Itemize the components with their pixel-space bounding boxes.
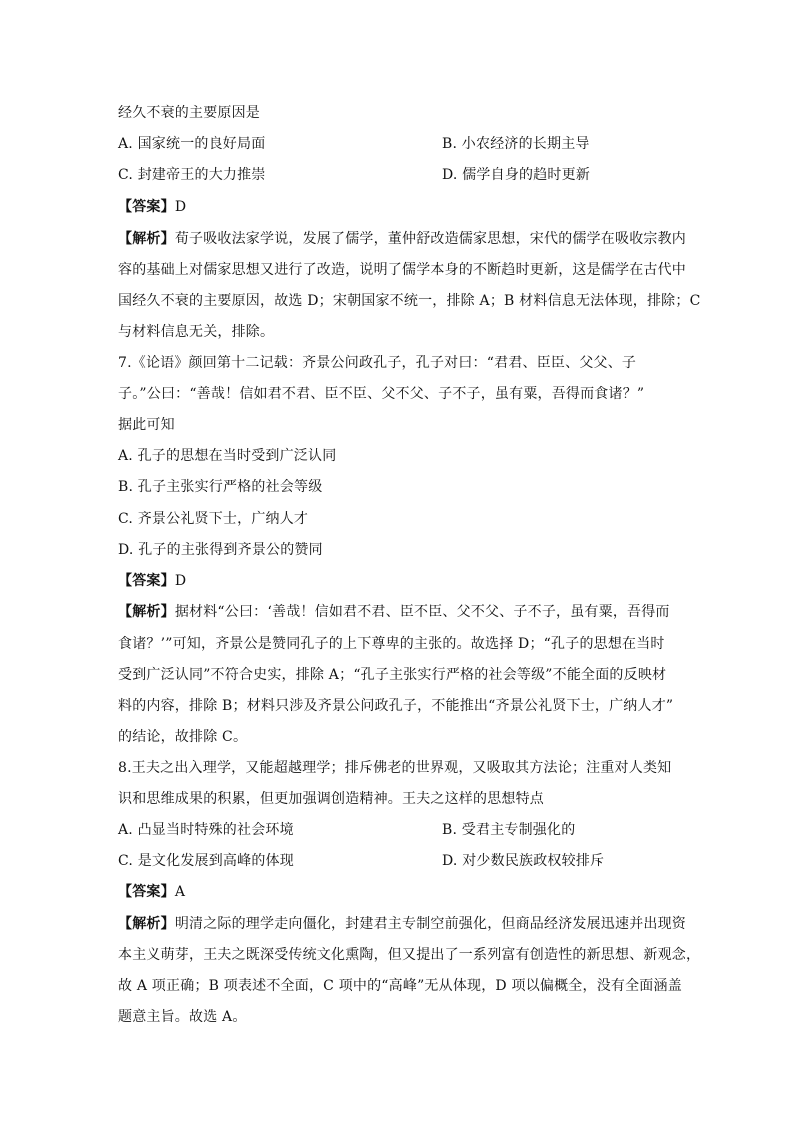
q8-analysis-line-3: 故 A 项正确；B 项表述不全面，C 项中的“高峰”无从体现，D 项以偏概全，没有全面涵盖: [118, 978, 682, 994]
q8-analysis-line-4: 题意主旨。故选 A。: [118, 1009, 247, 1025]
q6-option-a: A. 国家统一的良好局面: [118, 136, 266, 152]
q8-option-d: D. 对少数民族政权较排斥: [442, 853, 605, 869]
q8-analysis-text-1: 明清之际的理学走向僵化，封建君主专制空前强化，但商品经济发展迅速并出现资: [174, 916, 687, 932]
q6-analysis-line-4: 与材料信息无关，排除。: [118, 324, 275, 340]
q7-option-c: C. 齐景公礼贤下士，广纳人才: [118, 511, 309, 527]
q6-analysis-line-1: [118, 229, 688, 249]
q7-answer-label: 【答案】: [118, 573, 175, 589]
q6-answer: [118, 197, 688, 217]
q7-analysis-line-4: 料的内容，排除 B；材料只涉及齐景公问政孔子，不能推出“齐景公礼贤下士，广纳人才”: [118, 698, 674, 714]
q8-stem-line-1: 8.王夫之出入理学，又能超越理学；排斥佛老的世界观，又吸取其方法论；注重对人类知: [118, 760, 672, 776]
q8-analysis-line-2: 本主义萌芽，王夫之既深受传统文化熏陶，但又提出了一系列富有创造性的新思想、新观念，: [118, 947, 701, 963]
q8-answer: [118, 882, 688, 902]
q7-analysis-label: 【解析】: [118, 604, 175, 620]
q6-option-c: C. 封建帝王的大力推崇: [118, 167, 266, 183]
q7-option-b: B. 孔子主张实行严格的社会等级: [118, 479, 323, 495]
q7-analysis-text-1: 据材料“公曰：‘善哉！信如君不君、臣不臣、父不父、子不子，虽有粟，吾得而: [174, 604, 670, 620]
q7-answer-value: D: [174, 573, 187, 589]
q8-option-a: A. 凸显当时特殊的社会环境: [118, 822, 294, 838]
q8-analysis-line-1: [118, 914, 688, 934]
q6-stem-tail: 经久不衰的主要原因是: [118, 105, 260, 121]
q7-analysis-line-5: 的结论，故排除 C。: [118, 729, 248, 745]
q6-option-b: B. 小农经济的长期主导: [442, 136, 590, 152]
q8-answer-label: 【答案】: [118, 884, 175, 900]
q6-analysis-text-1: 荀子吸收法家学说，发展了儒学，董仲舒改造儒家思想，宋代的儒学在吸收宗教内: [174, 231, 687, 247]
q7-analysis-line-1: [118, 602, 688, 622]
q7-analysis-line-3: 受到广泛认同”不符合史实，排除 A；“孔子主张实行严格的社会等级”不能全面的反映材: [118, 667, 667, 683]
q6-answer-value: D: [174, 199, 187, 215]
q6-analysis-line-2: 容的基础上对儒家思想又进行了改造，说明了儒学本身的不断趋时更新，这是儒学在古代中: [118, 262, 686, 278]
q6-analysis-label: 【解析】: [118, 231, 175, 247]
q8-analysis-label: 【解析】: [118, 916, 175, 932]
q7-analysis-line-2: 食诸？’”可知，齐景公是赞同孔子的上下尊卑的主张的。故选择 D；“孔子的思想在当时: [118, 636, 665, 652]
q7-answer: [118, 571, 688, 591]
q8-stem-line-2: 识和思维成果的积累，但更加强调创造精神。王夫之这样的思想特点: [118, 791, 544, 807]
q7-stem-line-2: 子。”公曰：“善哉！信如君不君、臣不臣、父不父、子不子，虽有粟，吾得而食诸？”: [118, 386, 645, 402]
q8-option-b: B. 受君主专制强化的: [442, 822, 576, 838]
q7-option-d: D. 孔子的主张得到齐景公的赞同: [118, 542, 323, 558]
q6-option-d: D. 儒学自身的趋时更新: [442, 167, 591, 183]
q6-analysis-line-3: 国经久不衰的主要原因，故选 D；宋朝国家不统一，排除 A；B 材料信息无法体现，排除；C: [118, 293, 701, 309]
q7-stem-line-3: 据此可知: [118, 417, 175, 433]
q6-answer-label: 【答案】: [118, 199, 175, 215]
q8-option-c: C. 是文化发展到高峰的体现: [118, 853, 294, 869]
q7-option-a: A. 孔子的思想在当时受到广泛认同: [118, 448, 337, 464]
q7-stem-line-1: 7.《论语》颜回第十二记载：齐景公问政孔子，孔子对曰：“君君、臣臣、父父、子: [118, 355, 637, 371]
q8-answer-value: A: [174, 884, 186, 900]
